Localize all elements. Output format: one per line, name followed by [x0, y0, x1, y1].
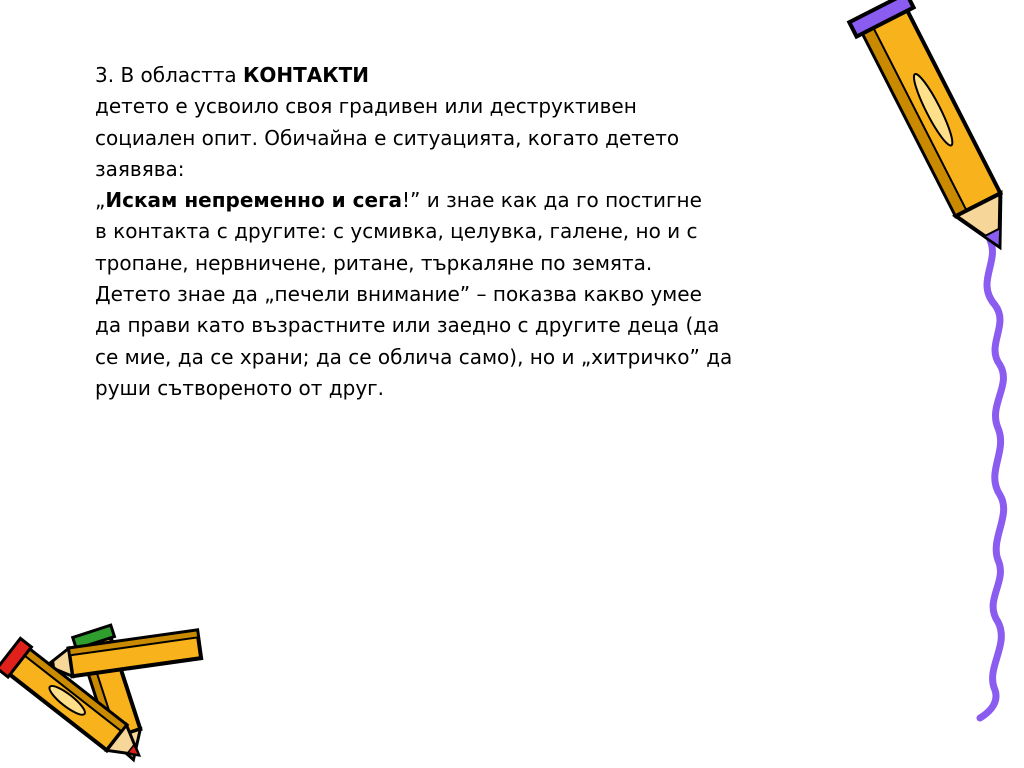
scribble-line [980, 240, 1004, 718]
text-line: „Искам непременно и сега!” и знае как да го постигне [95, 188, 702, 213]
text-line: заявява: [95, 156, 185, 181]
text-line: 3. В областта КОНТАКТИ [95, 63, 369, 87]
text-line: детето е усвоило своя градивен или деструктивен [95, 94, 637, 119]
text-line: се мие, да се храни; да се облича само), но и „хитричко” да [95, 344, 733, 369]
crossed-pencils-clipart [0, 625, 201, 768]
text-line: Детето знае да „печели внимание” – показва какво умее [95, 282, 702, 307]
text-line: да прави като възрастните или заедно с другите деца (да [95, 313, 720, 338]
text-line: в контакта с другите: с усмивка, целувка, галене, но и с [95, 219, 698, 244]
pencil-clipart [849, 0, 1024, 261]
text-line: социален опит. Обичайна е ситуацията, когато детето [95, 125, 680, 150]
text-line: тропане, нервничене, ритане, търкаляне по земята. [95, 250, 653, 275]
text-line: руши сътвореното от друг. [95, 375, 385, 400]
